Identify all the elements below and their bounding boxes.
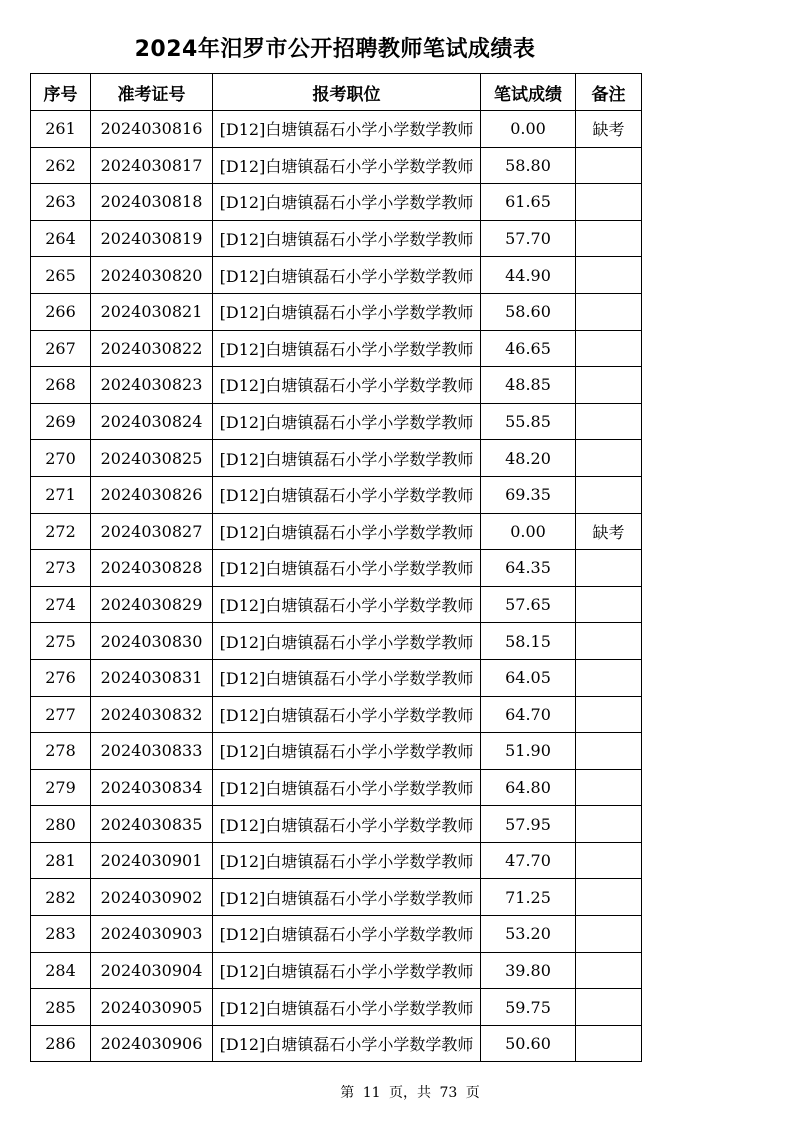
cell-seq: 273: [31, 550, 91, 587]
footer-total-pages: 73: [439, 1085, 458, 1101]
cell-remark: 缺考: [576, 111, 642, 148]
cell-score: 51.90: [481, 733, 576, 770]
cell-score: 69.35: [481, 476, 576, 513]
page-footer: [30, 1082, 790, 1102]
cell-seq: 261: [31, 111, 91, 148]
cell-remark: [576, 403, 642, 440]
table-row: [31, 184, 642, 221]
table-row: [31, 842, 642, 879]
footer-suffix: 页: [465, 1085, 480, 1101]
table-row: [31, 586, 642, 623]
cell-remark: [576, 293, 642, 330]
cell-remark: [576, 184, 642, 221]
cell-score: 0.00: [481, 513, 576, 550]
cell-seq: 266: [31, 293, 91, 330]
cell-ticket-number: 2024030826: [91, 476, 213, 513]
cell-ticket-number: 2024030821: [91, 293, 213, 330]
footer-prefix: 第: [340, 1085, 355, 1101]
table-row: [31, 440, 642, 477]
cell-score: 46.65: [481, 330, 576, 367]
table-row: [31, 989, 642, 1026]
cell-position: [D12]白塘镇磊石小学小学数学教师: [213, 550, 481, 587]
cell-ticket-number: 2024030835: [91, 806, 213, 843]
cell-remark: [576, 330, 642, 367]
table-row: [31, 623, 642, 660]
cell-seq: 274: [31, 586, 91, 623]
cell-position: [D12]白塘镇磊石小学小学数学教师: [213, 842, 481, 879]
cell-score: 48.85: [481, 367, 576, 404]
table-row: [31, 806, 642, 843]
cell-ticket-number: 2024030830: [91, 623, 213, 660]
table-row: [31, 293, 642, 330]
cell-seq: 271: [31, 476, 91, 513]
table-row: [31, 476, 642, 513]
cell-ticket-number: 2024030825: [91, 440, 213, 477]
table-row: [31, 257, 642, 294]
cell-score: 47.70: [481, 842, 576, 879]
cell-ticket-number: 2024030823: [91, 367, 213, 404]
header-ticket-number: 准考证号: [91, 74, 213, 111]
cell-ticket-number: 2024030904: [91, 952, 213, 989]
cell-remark: [576, 1025, 642, 1062]
cell-remark: [576, 550, 642, 587]
cell-position: [D12]白塘镇磊石小学小学数学教师: [213, 623, 481, 660]
cell-seq: 268: [31, 367, 91, 404]
cell-score: 64.70: [481, 696, 576, 733]
cell-remark: [576, 440, 642, 477]
cell-position: [D12]白塘镇磊石小学小学数学教师: [213, 879, 481, 916]
table-row: [31, 111, 642, 148]
cell-position: [D12]白塘镇磊石小学小学数学教师: [213, 367, 481, 404]
cell-position: [D12]白塘镇磊石小学小学数学教师: [213, 440, 481, 477]
cell-ticket-number: 2024030829: [91, 586, 213, 623]
cell-score: 57.65: [481, 586, 576, 623]
cell-position: [D12]白塘镇磊石小学小学数学教师: [213, 293, 481, 330]
cell-position: [D12]白塘镇磊石小学小学数学教师: [213, 659, 481, 696]
cell-position: [D12]白塘镇磊石小学小学数学教师: [213, 586, 481, 623]
table-row: [31, 879, 642, 916]
cell-seq: 282: [31, 879, 91, 916]
cell-seq: 276: [31, 659, 91, 696]
cell-seq: 270: [31, 440, 91, 477]
cell-score: 44.90: [481, 257, 576, 294]
table-row: [31, 952, 642, 989]
cell-score: 64.80: [481, 769, 576, 806]
cell-position: [D12]白塘镇磊石小学小学数学教师: [213, 220, 481, 257]
cell-score: 61.65: [481, 184, 576, 221]
cell-score: 57.70: [481, 220, 576, 257]
cell-score: 39.80: [481, 952, 576, 989]
cell-seq: 269: [31, 403, 91, 440]
cell-score: 48.20: [481, 440, 576, 477]
cell-ticket-number: 2024030832: [91, 696, 213, 733]
cell-seq: 280: [31, 806, 91, 843]
cell-position: [D12]白塘镇磊石小学小学数学教师: [213, 513, 481, 550]
cell-remark: [576, 623, 642, 660]
cell-ticket-number: 2024030828: [91, 550, 213, 587]
cell-position: [D12]白塘镇磊石小学小学数学教师: [213, 769, 481, 806]
cell-remark: [576, 952, 642, 989]
cell-seq: 285: [31, 989, 91, 1026]
cell-remark: [576, 733, 642, 770]
cell-position: [D12]白塘镇磊石小学小学数学教师: [213, 184, 481, 221]
cell-score: 58.80: [481, 147, 576, 184]
cell-score: 0.00: [481, 111, 576, 148]
cell-ticket-number: 2024030901: [91, 842, 213, 879]
cell-seq: 286: [31, 1025, 91, 1062]
table-row: [31, 403, 642, 440]
cell-remark: [576, 989, 642, 1026]
cell-ticket-number: 2024030819: [91, 220, 213, 257]
cell-seq: 272: [31, 513, 91, 550]
cell-position: [D12]白塘镇磊石小学小学数学教师: [213, 806, 481, 843]
cell-ticket-number: 2024030827: [91, 513, 213, 550]
table-row: [31, 733, 642, 770]
score-table: [30, 73, 642, 1062]
cell-seq: 265: [31, 257, 91, 294]
cell-seq: 281: [31, 842, 91, 879]
cell-remark: [576, 696, 642, 733]
cell-ticket-number: 2024030905: [91, 989, 213, 1026]
cell-score: 59.75: [481, 989, 576, 1026]
cell-score: 53.20: [481, 916, 576, 953]
cell-position: [D12]白塘镇磊石小学小学数学教师: [213, 916, 481, 953]
table-row: [31, 220, 642, 257]
cell-position: [D12]白塘镇磊石小学小学数学教师: [213, 696, 481, 733]
cell-remark: [576, 257, 642, 294]
footer-page-number: 11: [362, 1085, 381, 1101]
cell-position: [D12]白塘镇磊石小学小学数学教师: [213, 1025, 481, 1062]
cell-score: 58.15: [481, 623, 576, 660]
cell-score: 58.60: [481, 293, 576, 330]
cell-ticket-number: 2024030824: [91, 403, 213, 440]
cell-score: 50.60: [481, 1025, 576, 1062]
cell-seq: 267: [31, 330, 91, 367]
table-row: [31, 550, 642, 587]
cell-seq: 277: [31, 696, 91, 733]
header-position: 报考职位: [213, 74, 481, 111]
cell-seq: 263: [31, 184, 91, 221]
cell-position: [D12]白塘镇磊石小学小学数学教师: [213, 403, 481, 440]
cell-ticket-number: 2024030903: [91, 916, 213, 953]
cell-ticket-number: 2024030834: [91, 769, 213, 806]
cell-remark: [576, 586, 642, 623]
cell-seq: 264: [31, 220, 91, 257]
table-row: [31, 513, 642, 550]
table-row: [31, 147, 642, 184]
cell-remark: 缺考: [576, 513, 642, 550]
cell-ticket-number: 2024030816: [91, 111, 213, 148]
table-row: [31, 330, 642, 367]
cell-score: 71.25: [481, 879, 576, 916]
cell-ticket-number: 2024030817: [91, 147, 213, 184]
cell-seq: 275: [31, 623, 91, 660]
table-row: [31, 916, 642, 953]
cell-remark: [576, 220, 642, 257]
cell-seq: 284: [31, 952, 91, 989]
table-row: [31, 367, 642, 404]
cell-seq: 279: [31, 769, 91, 806]
table-row: [31, 769, 642, 806]
cell-position: [D12]白塘镇磊石小学小学数学教师: [213, 330, 481, 367]
cell-ticket-number: 2024030902: [91, 879, 213, 916]
cell-ticket-number: 2024030833: [91, 733, 213, 770]
cell-ticket-number: 2024030831: [91, 659, 213, 696]
header-score: 笔试成绩: [481, 74, 576, 111]
cell-seq: 283: [31, 916, 91, 953]
cell-score: 55.85: [481, 403, 576, 440]
cell-position: [D12]白塘镇磊石小学小学数学教师: [213, 147, 481, 184]
cell-remark: [576, 367, 642, 404]
cell-score: 64.35: [481, 550, 576, 587]
cell-position: [D12]白塘镇磊石小学小学数学教师: [213, 257, 481, 294]
cell-remark: [576, 916, 642, 953]
cell-remark: [576, 806, 642, 843]
table-header-row: [31, 74, 642, 111]
cell-remark: [576, 147, 642, 184]
cell-position: [D12]白塘镇磊石小学小学数学教师: [213, 111, 481, 148]
table-body: [31, 111, 642, 1062]
cell-score: 64.05: [481, 659, 576, 696]
header-seq: 序号: [31, 74, 91, 111]
page-title: 2024年汨罗市公开招聘教师笔试成绩表: [134, 37, 536, 62]
cell-remark: [576, 842, 642, 879]
cell-position: [D12]白塘镇磊石小学小学数学教师: [213, 989, 481, 1026]
cell-position: [D12]白塘镇磊石小学小学数学教师: [213, 476, 481, 513]
cell-seq: 262: [31, 147, 91, 184]
cell-seq: 278: [31, 733, 91, 770]
cell-remark: [576, 659, 642, 696]
footer-middle: 页，共: [389, 1085, 431, 1101]
header-remark: 备注: [576, 74, 642, 111]
cell-remark: [576, 769, 642, 806]
cell-position: [D12]白塘镇磊石小学小学数学教师: [213, 952, 481, 989]
cell-ticket-number: 2024030820: [91, 257, 213, 294]
cell-score: 57.95: [481, 806, 576, 843]
table-row: [31, 696, 642, 733]
cell-remark: [576, 476, 642, 513]
table-row: [31, 659, 642, 696]
cell-ticket-number: 2024030818: [91, 184, 213, 221]
cell-ticket-number: 2024030822: [91, 330, 213, 367]
table-row: [31, 1025, 642, 1062]
cell-remark: [576, 879, 642, 916]
cell-position: [D12]白塘镇磊石小学小学数学教师: [213, 733, 481, 770]
cell-ticket-number: 2024030906: [91, 1025, 213, 1062]
